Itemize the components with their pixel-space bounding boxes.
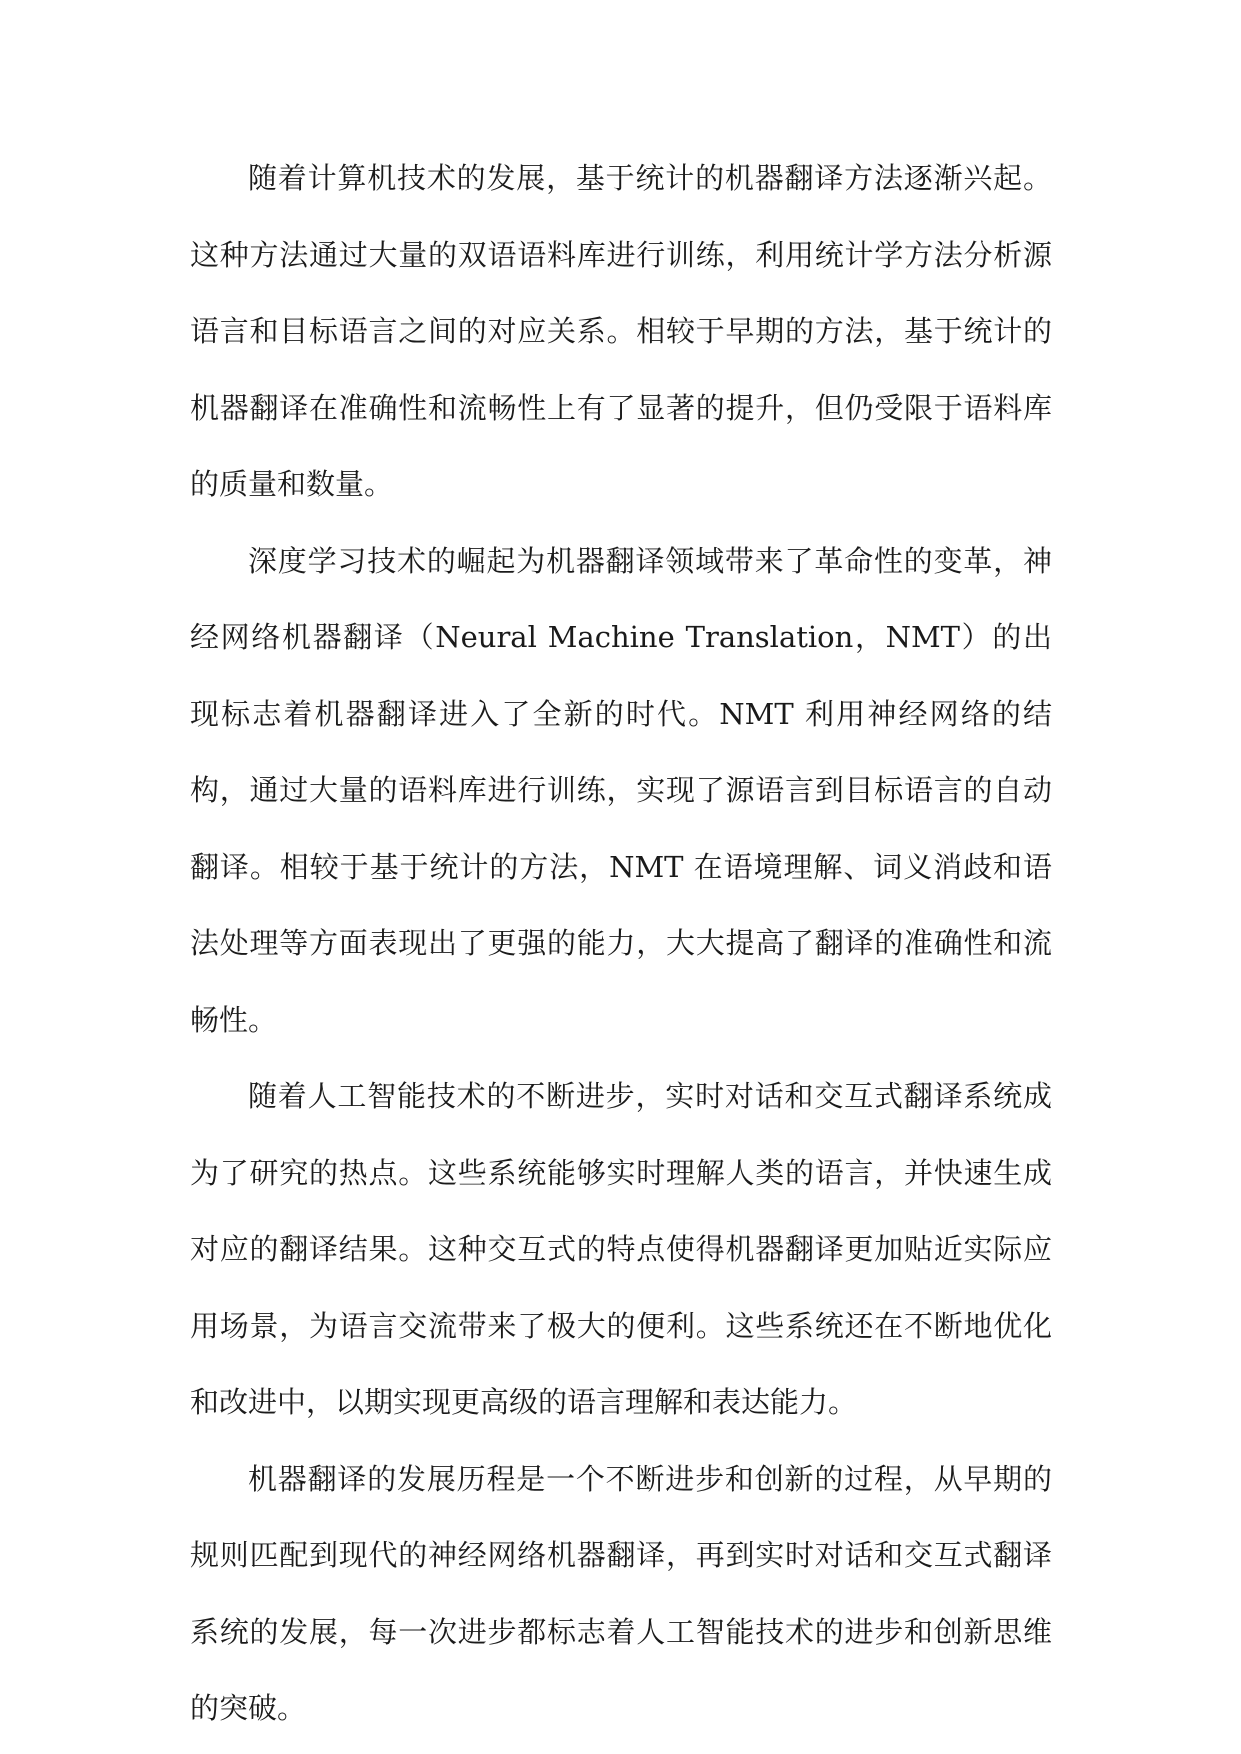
paragraph-statistical-mt: 随着计算机技术的发展，基于统计的机器翻译方法逐渐兴起。这种方法通过大量的双语语料库进行训练，利用统计学方法分析源语言和目标语言之间的对应关系。相较于早期的方法，基于统计的机器翻译在准确性和流畅性上有了显著的提升，但仍受限于语料库的质量和数量。 bbox=[190, 161, 1052, 501]
paragraph-summary: 机器翻译的发展历程是一个不断进步和创新的过程，从早期的规则匹配到现代的神经网络机器翻译，再到实时对话和交互式翻译系统的发展，每一次进步都标志着人工智能技术的进步和创新思维的突破。 bbox=[190, 1461, 1052, 1725]
document-body bbox=[190, 140, 1052, 1747]
paragraph-interactive-translation: 随着人工智能技术的不断进步，实时对话和交互式翻译系统成为了研究的热点。这些系统能够实时理解人类的语言，并快速生成对应的翻译结果。这种交互式的特点使得机器翻译更加贴近实际应用场景，为语言交流带来了极大的便利。这些系统还在不断地优化和改进中，以期实现更高级的语言理解和表达能力。 bbox=[190, 1079, 1052, 1419]
paragraph-neural-mt: 深度学习技术的崛起为机器翻译领域带来了革命性的变革，神经网络机器翻译（Neural Machine Translation，NMT）的出现标志着机器翻译进入了全新的时代。NMT 利用神经网络的结构，通过大量的语料库进行训练，实现了源语言到目标语言的自动翻译。相较于基于统计的方法，NMT 在语境理解、词义消歧和语法处理等方面表现出了更强的能力，大大提高了翻译的准确性和流畅性。 bbox=[190, 543, 1052, 1037]
